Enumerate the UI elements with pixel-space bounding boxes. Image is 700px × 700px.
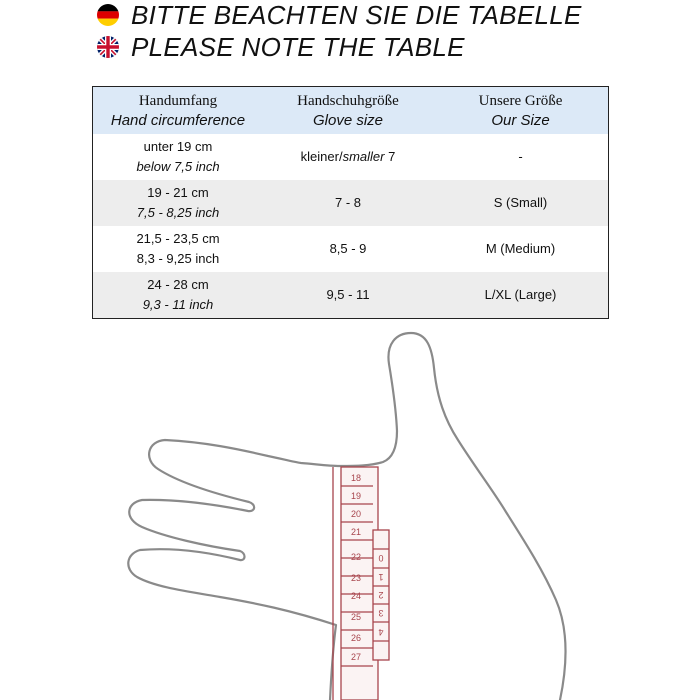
cell-glove-size bbox=[263, 180, 433, 226]
table-row bbox=[93, 226, 608, 272]
glove-size-en: smaller bbox=[342, 149, 385, 164]
glove-size-de: kleiner/ bbox=[300, 149, 343, 164]
glove-size-value bbox=[301, 147, 396, 167]
cell-our-size bbox=[433, 134, 608, 180]
glove-size-value: 8,5 - 9 bbox=[329, 241, 367, 256]
tape-cm-label: 26 bbox=[350, 633, 362, 643]
table-header-row bbox=[93, 87, 608, 134]
tape-cm-label: 21 bbox=[350, 527, 362, 537]
our-size-value: S (Small) bbox=[493, 195, 548, 210]
tape-cm-label: 27 bbox=[350, 652, 362, 662]
tape-cm-label: 19 bbox=[350, 491, 362, 501]
tape-cm-label: 22 bbox=[350, 552, 362, 562]
header-label-en: Hand circumference bbox=[110, 111, 246, 129]
header-our-size bbox=[433, 87, 608, 134]
glove-size-number: 7 bbox=[384, 149, 396, 164]
cell-glove-size bbox=[263, 134, 433, 180]
circumference-cm: 19 - 21 cm bbox=[147, 185, 209, 200]
size-table bbox=[92, 86, 609, 319]
circumference-cm: unter 19 cm bbox=[143, 139, 213, 154]
german-flag-icon bbox=[97, 4, 119, 26]
glove-size-value: 7 - 8 bbox=[334, 195, 361, 210]
tape-inch-label: 3 bbox=[378, 608, 384, 618]
heading-english-text: PLEASE NOTE THE TABLE bbox=[131, 31, 465, 62]
cell-circumference bbox=[93, 272, 263, 318]
cell-glove-size bbox=[263, 226, 433, 272]
circumference-cm: 24 - 28 cm bbox=[147, 277, 209, 292]
tape-inch-label: 1 bbox=[378, 572, 384, 582]
glove-size-value: 9,5 - 11 bbox=[326, 287, 370, 302]
cell-our-size bbox=[433, 180, 608, 226]
circumference-inch: below 7,5 inch bbox=[136, 159, 220, 174]
header-hand-circumference bbox=[93, 87, 263, 134]
our-size-value: M (Medium) bbox=[485, 241, 556, 256]
measuring-tape bbox=[333, 467, 389, 700]
cell-circumference bbox=[93, 134, 263, 180]
our-size-value: L/XL (Large) bbox=[484, 287, 557, 302]
table-row bbox=[93, 134, 608, 180]
cell-our-size bbox=[433, 226, 608, 272]
heading-german bbox=[97, 0, 582, 30]
tape-cm-label: 20 bbox=[350, 509, 362, 519]
cell-glove-size bbox=[263, 272, 433, 318]
tape-cm-label: 24 bbox=[350, 591, 362, 601]
tape-cm-label: 23 bbox=[350, 573, 362, 583]
circumference-cm: 21,5 - 23,5 cm bbox=[136, 231, 220, 246]
header-label-de: Unsere Größe bbox=[478, 92, 563, 109]
circumference-inch: 7,5 - 8,25 inch bbox=[136, 205, 220, 220]
tape-cm-label: 25 bbox=[350, 612, 362, 622]
heading-english bbox=[97, 32, 465, 62]
cell-our-size bbox=[433, 272, 608, 318]
tape-inch-label: 0 bbox=[378, 553, 384, 563]
hand-measuring-diagram bbox=[0, 325, 700, 700]
cell-circumference bbox=[93, 226, 263, 272]
uk-flag-icon bbox=[97, 36, 119, 58]
circumference-inch: 8,3 - 9,25 inch bbox=[136, 251, 220, 266]
heading-german-text: BITTE BEACHTEN SIE DIE TABELLE bbox=[131, 0, 582, 30]
cell-circumference bbox=[93, 180, 263, 226]
header-label-en: Our Size bbox=[491, 111, 550, 129]
header-label-en: Glove size bbox=[312, 111, 384, 129]
table-row bbox=[93, 180, 608, 226]
table-row bbox=[93, 272, 608, 318]
circumference-inch: 9,3 - 11 inch bbox=[142, 297, 214, 312]
tape-inch-label: 2 bbox=[378, 590, 384, 600]
header-label-de: Handumfang bbox=[138, 92, 218, 109]
header-label-de: Handschuhgröße bbox=[297, 92, 399, 109]
our-size-value: - bbox=[518, 149, 523, 164]
tape-inch-label: 4 bbox=[378, 627, 384, 637]
tape-cm-label: 18 bbox=[350, 473, 362, 483]
header-glove-size bbox=[263, 87, 433, 134]
